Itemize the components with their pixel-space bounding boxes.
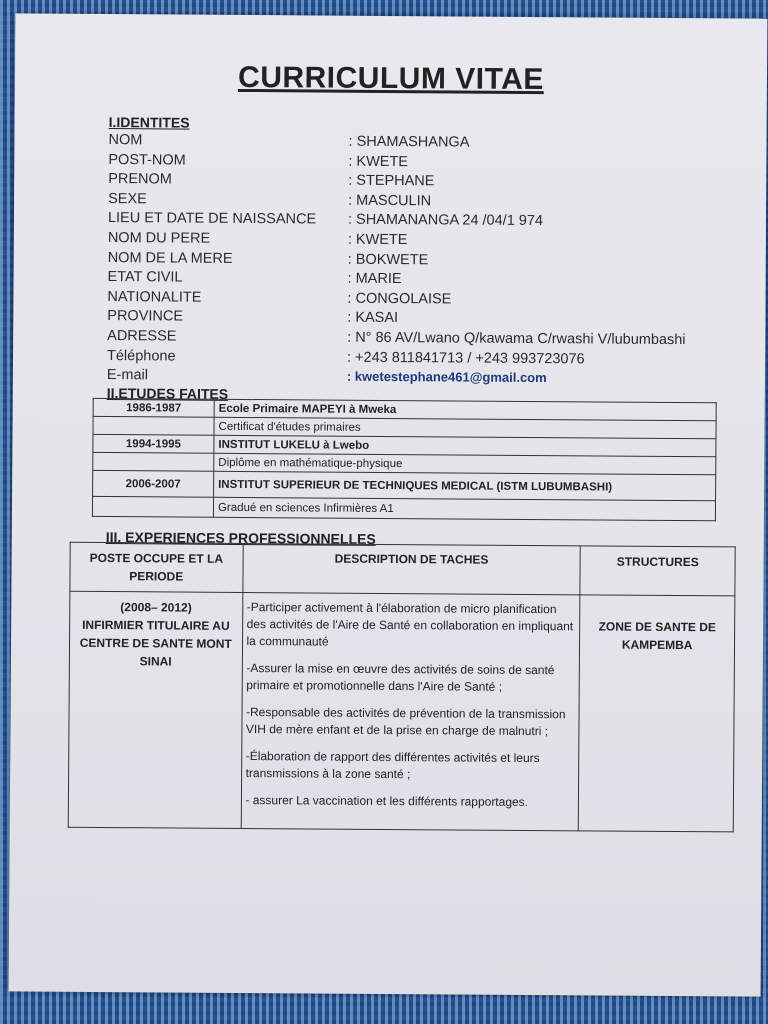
cv-paper bbox=[9, 13, 768, 996]
section-experience-heading: III. EXPERIENCES PROFESSIONNELLES bbox=[105, 529, 376, 547]
identity-row bbox=[14, 190, 766, 210]
identity-value: : BOKWETE bbox=[347, 251, 429, 268]
identity-label: NATIONALITE bbox=[107, 288, 202, 306]
identity-value: : +243 811841713 / +243 993723076 bbox=[346, 349, 585, 367]
identity-value: : N° 86 AV/Lwano Q/kawama C/rwashi V/lubumbashi bbox=[347, 329, 686, 349]
identity-value: : STEPHANE bbox=[348, 172, 435, 190]
studies-table bbox=[92, 398, 717, 521]
study-year bbox=[93, 416, 214, 435]
identity-label: PROVINCE bbox=[107, 308, 184, 325]
study-row bbox=[92, 496, 715, 520]
identity-value[interactable]: : kwetestephane461@gmail.com bbox=[346, 368, 547, 386]
identity-value: : KWETE bbox=[347, 231, 408, 249]
identity-row bbox=[14, 249, 766, 268]
study-year: 1994-1995 bbox=[93, 434, 214, 453]
identity-label: E-mail bbox=[106, 367, 149, 384]
identity-row bbox=[14, 151, 766, 170]
identity-row bbox=[14, 269, 766, 288]
header-description: DESCRIPTION DE TACHES bbox=[242, 543, 580, 594]
identity-row bbox=[14, 288, 766, 308]
identity-value: : SHAMANANGA 24 /04/1 974 bbox=[347, 212, 544, 230]
task-item: - assurer La vaccination et les différents rapportages. bbox=[245, 793, 529, 809]
identity-label: NOM DE LA MERE bbox=[107, 249, 233, 267]
study-text: Certificat d'études primaires bbox=[214, 417, 716, 439]
identity-label: ADRESSE bbox=[107, 328, 177, 345]
study-text: INSTITUT SUPERIEUR DE TECHNIQUES MEDICAL (ISTM LUBUMBASHI) bbox=[214, 471, 716, 501]
identity-row bbox=[14, 210, 766, 230]
identity-row bbox=[13, 367, 765, 386]
section-studies-heading: II.ETUDES FAITES bbox=[106, 385, 229, 402]
identity-label: Téléphone bbox=[106, 347, 176, 365]
experience-row bbox=[68, 591, 735, 832]
structure-cell: ZONE DE SANTE DE KAMPEMBA bbox=[579, 595, 735, 832]
study-text: Ecole Primaire MAPEYI à Mweka bbox=[214, 399, 716, 421]
section-identity-heading: I.IDENTITES bbox=[108, 114, 190, 131]
task-item: -Élaboration de rapport des différentes activités et leurs transmissions à la zone santé ; bbox=[245, 749, 540, 782]
header-post: POSTE OCCUPE ET LA PERIODE bbox=[70, 542, 243, 592]
identity-value: : MARIE bbox=[347, 270, 402, 288]
study-text: INSTITUT LUKELU à Lwebo bbox=[214, 435, 716, 457]
identity-label: PRENOM bbox=[108, 171, 172, 188]
identity-label: ETAT CIVIL bbox=[107, 269, 183, 286]
identity-value: : MASCULIN bbox=[348, 192, 432, 210]
task-item: -Participer activement à l'élaboration de micro planification des activités de l'Aire de Santé en collaboration en impliquant la communauté bbox=[246, 600, 574, 649]
study-text: Diplôme en mathématique-physique bbox=[214, 453, 716, 475]
experience-table bbox=[68, 542, 736, 833]
study-year bbox=[92, 496, 213, 517]
post-cell bbox=[68, 591, 242, 828]
study-year: 2006-2007 bbox=[93, 470, 214, 497]
study-year: 1986-1987 bbox=[93, 398, 214, 417]
identity-row bbox=[14, 171, 766, 190]
study-text: Gradué en sciences Infirmières A1 bbox=[213, 497, 715, 521]
page-title: CURRICULUM VITAE bbox=[237, 60, 544, 97]
identity-label: POST-NOM bbox=[108, 151, 186, 169]
task-item: -Responsable des activités de prévention de la transmission VIH de mère enfant et de la prise en charge de malnutri ; bbox=[245, 705, 566, 739]
period: (2008– 2012) bbox=[120, 600, 192, 615]
task-item: -Assurer la mise en œuvre des activités de soins de santé primaire et promotionnelle dans l'Aire de Santé ; bbox=[246, 661, 555, 694]
identity-label: NOM DU PERE bbox=[107, 230, 211, 247]
identity-row bbox=[14, 229, 766, 249]
identity-row bbox=[15, 131, 767, 151]
tasks-cell bbox=[241, 592, 580, 830]
header-structures: STRUCTURES bbox=[580, 546, 735, 596]
identity-value: : CONGOLAISE bbox=[347, 290, 452, 308]
identity-row bbox=[13, 327, 765, 349]
identity-row bbox=[13, 308, 765, 327]
identity-value: : SHAMASHANGA bbox=[348, 133, 470, 151]
identity-label: LIEU ET DATE DE NAISSANCE bbox=[107, 210, 317, 228]
identity-label: SEXE bbox=[108, 190, 147, 208]
identity-value: : KASAI bbox=[347, 310, 399, 327]
identity-label: NOM bbox=[108, 132, 143, 149]
post-title: INFIRMIER TITULAIRE AU CENTRE DE SANTE MONT SINAI bbox=[79, 617, 232, 669]
identity-value: : KWETE bbox=[348, 153, 409, 170]
study-year bbox=[93, 452, 214, 471]
